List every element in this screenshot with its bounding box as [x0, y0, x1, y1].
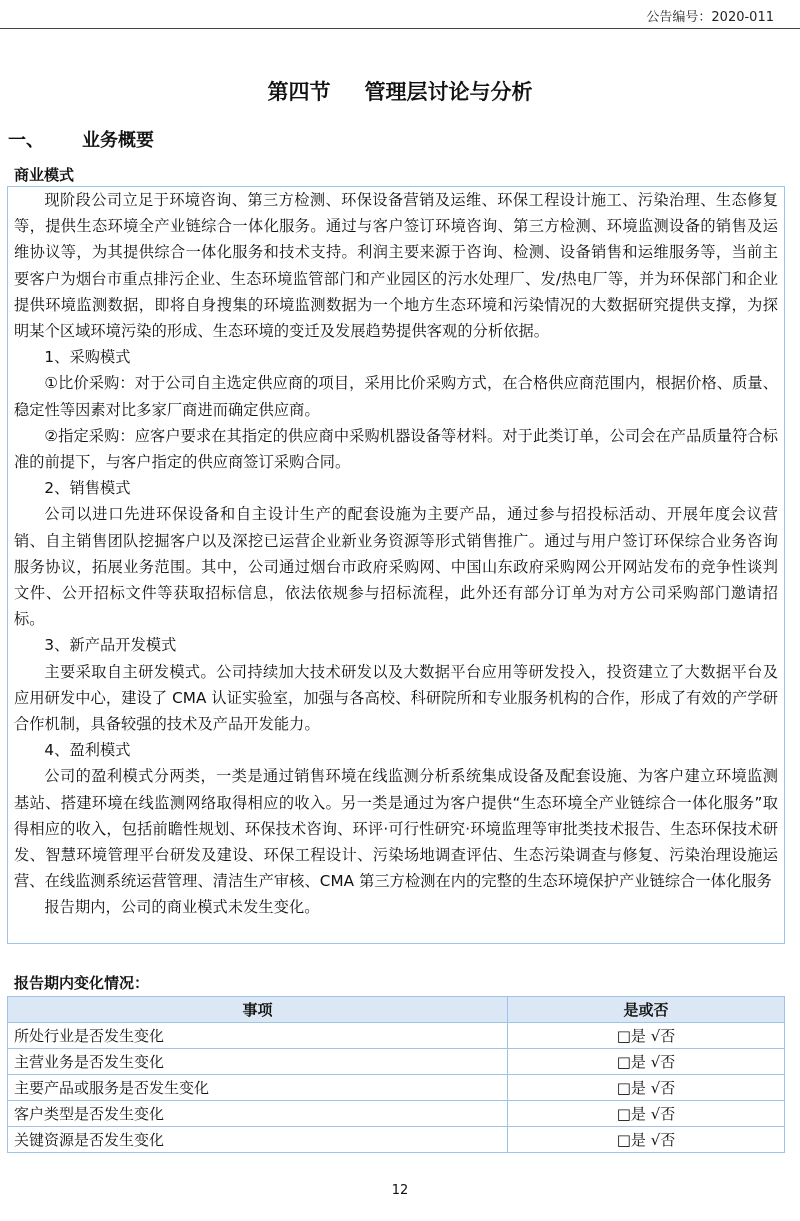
paragraph-sales: 公司以进口先进环保设备和自主设计生产的配套设施为主要产品，通过参与招投标活动、开展年度会议营销、自主销售团队挖掘客户以及深挖已运营企业新业务资源等形式销售推广。通过与用户签订环保综合业务咨询服务协议，拓展业务范围。其中，公司通过烟台市政府采购网、中国山东政府采购网公开网站发布的竞争性谈判文件、公开招标文件等获取招标信息，依法依规参与招标流程，此外还有部分订单为对方公司采购部门邀请招标。: [14, 505, 778, 629]
table-row: [8, 1127, 785, 1153]
table-header-row: [8, 997, 785, 1023]
paragraph-price-comparison: ①比价采购：对于公司自主选定供应商的项目，采用比价采购方式，在合格供应商范围内，根据价格、质量、稳定性等因素对比多家厂商进而确定供应商。: [14, 374, 778, 419]
paragraph-profit: 公司的盈利模式分两类，一类是通过销售环境在线监测分析系统集成设备及配套设施、为客户建立环境监测基站、搭建环境在线监测网络取得相应的收入。另一类是通过为客户提供“生态环境全产业链综合一体化服务”取得相应的收入，包括前瞻性规划、环保技术咨询、环评·可行性研究·环境监理等审批类技术报告、生态环保技术研发、智慧环境管理平台研发及建设、环保工程设计、污染场地调查评估、生态污染调查与修复、污染治理设施运营、在线监测系统运营管理、清洁生产审核、CMA 第三方检测在内的完整的生态环境保护产业链综合一体化服务: [14, 767, 778, 891]
paragraph-designated-procurement: ②指定采购：应客户要求在其指定的供应商中采购机器设备等材料。对于此类订单，公司会在产品质量符合标准的前提下，与客户指定的供应商签订采购合同。: [14, 426, 778, 472]
section-title: [0, 76, 800, 106]
section-number: 第四节: [267, 80, 331, 104]
table-row: [8, 1101, 785, 1127]
row-item: 所处行业是否发生变化: [8, 1023, 508, 1049]
row-value: □是 √否: [508, 1127, 785, 1153]
business-model-box: [7, 186, 785, 944]
table-row: [8, 1075, 785, 1101]
table-row: [8, 1049, 785, 1075]
header-divider: [0, 28, 800, 29]
row-value: □是 √否: [508, 1023, 785, 1049]
paragraph-profit-heading: 4、盈利模式: [44, 741, 131, 760]
row-value: □是 √否: [508, 1101, 785, 1127]
changes-title: 报告期内变化情况：: [14, 974, 150, 992]
row-value: □是 √否: [508, 1049, 785, 1075]
business-model-title: 商业模式: [14, 166, 75, 184]
page-number: 12: [391, 1183, 409, 1198]
row-item: 主营业务是否发生变化: [8, 1049, 508, 1075]
section-name: 管理层讨论与分析: [364, 80, 533, 104]
table-row: [8, 1023, 785, 1049]
row-item: 客户类型是否发生变化: [8, 1101, 508, 1127]
heading-number: 一、: [8, 130, 44, 151]
row-item: 关键资源是否发生变化: [8, 1127, 508, 1153]
paragraph-intro: 现阶段公司立足于环境咨询、第三方检测、环保设备营销及运维、环保工程设计施工、污染治理、生态修复等，提供生态环境全产业链综合一体化服务。通过与客户签订环境咨询、第三方检测、环境监测设备的销售及运维协议等，为其提供综合一体化服务和技术支持。利润主要来源于咨询、检测、设备销售和运维服务等，当前主要客户为烟台市重点排污企业、生态环境监管部门和产业园区的污水处理厂、发/热电厂等，并为环保部门和企业提供环境监测数据，即将自身搜集的环境监测数据为一个地方生态环境和污染情况的大数据研究提供支撑，为探明某个区域环境污染的形成、生态环境的变迁及发展趋势提供客观的分析依据。: [14, 191, 778, 341]
row-value: □是 √否: [508, 1075, 785, 1101]
paragraph-sales-heading: 2、销售模式: [44, 479, 131, 498]
header-item: 事项: [8, 997, 508, 1023]
changes-table: [7, 996, 785, 1153]
heading-text: 业务概要: [82, 130, 154, 151]
row-item: 主要产品或服务是否发生变化: [8, 1075, 508, 1101]
paragraph-procurement-heading: 1、采购模式: [44, 348, 131, 367]
paragraph-conclusion: 报告期内，公司的商业模式未发生变化。: [44, 898, 320, 917]
heading-business-overview: [8, 126, 154, 152]
header-yes-no: 是或否: [508, 997, 785, 1023]
paragraph-rd: 主要采取自主研发模式。公司持续加大技术研发以及大数据平台应用等研发投入，投资建立了大数据平台及应用研发中心，建设了 CMA 认证实验室，加强与各高校、科研院所和专业服务机构的合作，形成了有效的产学研合作机制，具备较强的技术及产品开发能力。: [14, 662, 778, 734]
notice-number: 公告编号：2020-011: [646, 10, 774, 25]
paragraph-rd-heading: 3、新产品开发模式: [44, 636, 177, 655]
